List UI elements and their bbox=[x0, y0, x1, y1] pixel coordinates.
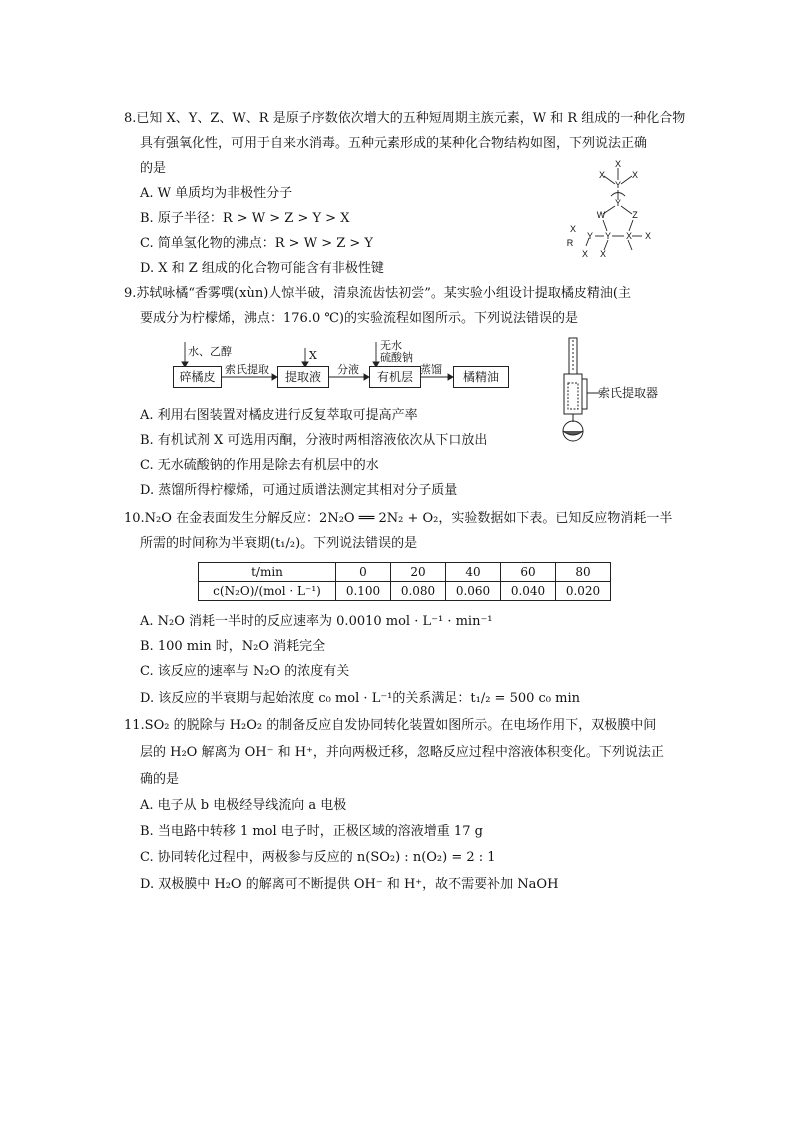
flow-box-orange-peel: 碎橘皮 bbox=[173, 366, 222, 388]
q9-option-a: A. 利用右图装置对橘皮进行反复萃取可提高产率 bbox=[140, 408, 418, 423]
q9-option-c: C. 无水硫酸钠的作用是除去有机层中的水 bbox=[140, 458, 379, 473]
q11-stem-line3: 确的是 bbox=[140, 772, 180, 787]
table-cell: 0.080 bbox=[391, 582, 446, 601]
q11-option-a: A. 电子从 b 电极经导线流向 a 电极 bbox=[140, 798, 347, 813]
flow-box-organic-layer: 有机层 bbox=[369, 366, 421, 388]
flow-box-essential-oil: 橘精油 bbox=[453, 366, 509, 388]
q11-stem-line1: 11.SO₂ 的脱除与 H₂O₂ 的制备反应自发协同转化装置如图所示。在电场作用下，双极膜中间 bbox=[124, 718, 657, 733]
q8-option-b: B. 原子半径：R > W > Z > Y > X bbox=[140, 211, 350, 226]
atom-x: X bbox=[569, 224, 577, 234]
soxhlet-label: 索氏提取器 bbox=[598, 386, 659, 400]
flow-input-x: X bbox=[309, 349, 317, 362]
q8-option-a: A. W 单质均为非极性分子 bbox=[140, 186, 293, 201]
q8-structure-diagram bbox=[560, 158, 670, 268]
q8-stem-line3: 的是 bbox=[140, 161, 167, 176]
atom-y: Y bbox=[614, 180, 622, 190]
q10-option-c: C. 该反应的速率与 N₂O 的浓度有关 bbox=[140, 664, 350, 679]
table-row bbox=[199, 563, 611, 582]
q10-option-b: B. 100 min 时，N₂O 消耗完全 bbox=[140, 639, 326, 654]
table-header-concentration: c(N₂O)/(mol · L⁻¹) bbox=[199, 582, 336, 601]
q10-data-table bbox=[198, 562, 611, 601]
q8-stem-line2: 具有强氧化性，可用于自来水消毒。五种元素形成的某种化合物结构如图，下列说法正确 bbox=[140, 136, 648, 151]
q11-option-d: D. 双极膜中 H₂O 的解离可不断提供 OH⁻ 和 H⁺，故不需要补加 NaOH bbox=[140, 877, 559, 892]
flow-input-water-ethanol: 水、乙醇 bbox=[188, 345, 232, 358]
table-row bbox=[199, 582, 611, 601]
atom-x: X bbox=[598, 170, 606, 180]
atom-x: X bbox=[581, 249, 589, 259]
table-cell: 80 bbox=[556, 563, 611, 582]
atom-y: X bbox=[625, 231, 633, 241]
q11-stem-line2: 层的 H₂O 解离为 OH⁻ 和 H⁺，并向两极迁移，忽略反应过程中溶液体积变化。下列说法正 bbox=[140, 745, 664, 760]
q9-stem-line1: 9.苏轼咏橘“香雾噀(xùn)人惊半破，清泉流齿怯初尝”。某实验小组设计提取橘皮精油(主 bbox=[124, 286, 631, 301]
atom-x: X bbox=[631, 170, 639, 180]
q11-option-c: C. 协同转化过程中，两极参与反应的 n(SO₂) : n(O₂) = 2 : 1 bbox=[140, 850, 496, 865]
table-cell: 0.020 bbox=[556, 582, 611, 601]
q8-stem-line1: 8.已知 X、Y、Z、W、R 是原子序数依次增大的五种短周期主族元素，W 和 R 组成的一种化合物 bbox=[124, 111, 686, 126]
atom-r: R bbox=[566, 238, 574, 248]
flow-box-extract: 提取液 bbox=[277, 366, 329, 388]
atom-y: Y bbox=[586, 231, 594, 241]
table-header-time: t/min bbox=[199, 563, 336, 582]
atom-x: X bbox=[614, 159, 622, 169]
flow-input-sodium-sulfate: 硫酸钠 bbox=[380, 351, 413, 364]
q9-stem-line2: 要成分为柠檬烯，沸点：176.0 ℃)的实验流程如图所示。下列说法错误的是 bbox=[140, 311, 578, 326]
q10-stem-line1: 10.N₂O 在金表面发生分解反应：2N₂O ══ 2N₂ + O₂，实验数据如下表。已知反应物消耗一半 bbox=[124, 511, 673, 526]
q10-option-a: A. N₂O 消耗一半时的反应速率为 0.0010 mol · L⁻¹ · min⁻¹ bbox=[140, 614, 493, 629]
table-cell: 0.040 bbox=[501, 582, 556, 601]
table-cell: 40 bbox=[446, 563, 501, 582]
q11-option-b: B. 当电路中转移 1 mol 电子时，正极区域的溶液增重 17 g bbox=[140, 824, 483, 839]
table-cell: 20 bbox=[391, 563, 446, 582]
flow-step-distillation: 蒸馏 bbox=[420, 363, 442, 376]
atom-x: X bbox=[644, 231, 652, 241]
q9-option-b: B. 有机试剂 X 可选用丙酮，分液时两相溶液依次从下口放出 bbox=[140, 433, 488, 448]
table-cell: 0 bbox=[336, 563, 391, 582]
atom-x: X bbox=[599, 249, 607, 259]
flow-step-soxhlet: 索氏提取 bbox=[225, 363, 269, 376]
flow-step-separation: 分液 bbox=[337, 363, 359, 376]
q10-option-d: D. 该反应的半衰期与起始浓度 c₀ mol · L⁻¹的关系满足：t₁/₂ = 500 c₀ min bbox=[140, 691, 581, 706]
atom-w: W bbox=[596, 210, 606, 220]
table-cell: 0.100 bbox=[336, 582, 391, 601]
table-cell: 0.060 bbox=[446, 582, 501, 601]
atom-z: Z bbox=[632, 210, 638, 220]
q8-option-d: D. X 和 Z 组成的化合物可能含有非极性键 bbox=[140, 261, 384, 276]
q9-option-d: D. 蒸馏所得柠檬烯，可通过质谱法测定其相对分子质量 bbox=[140, 483, 458, 498]
atom-y: Y bbox=[604, 231, 612, 241]
q10-stem-line2: 所需的时间称为半衰期(t₁/₂)。下列说法错误的是 bbox=[140, 536, 418, 551]
q8-option-c: C. 简单氢化物的沸点：R > W > Z > Y bbox=[140, 236, 373, 251]
flow-input-anhydrous: 无水 bbox=[380, 339, 402, 352]
table-cell: 60 bbox=[501, 563, 556, 582]
atom-y: Y bbox=[614, 198, 622, 208]
